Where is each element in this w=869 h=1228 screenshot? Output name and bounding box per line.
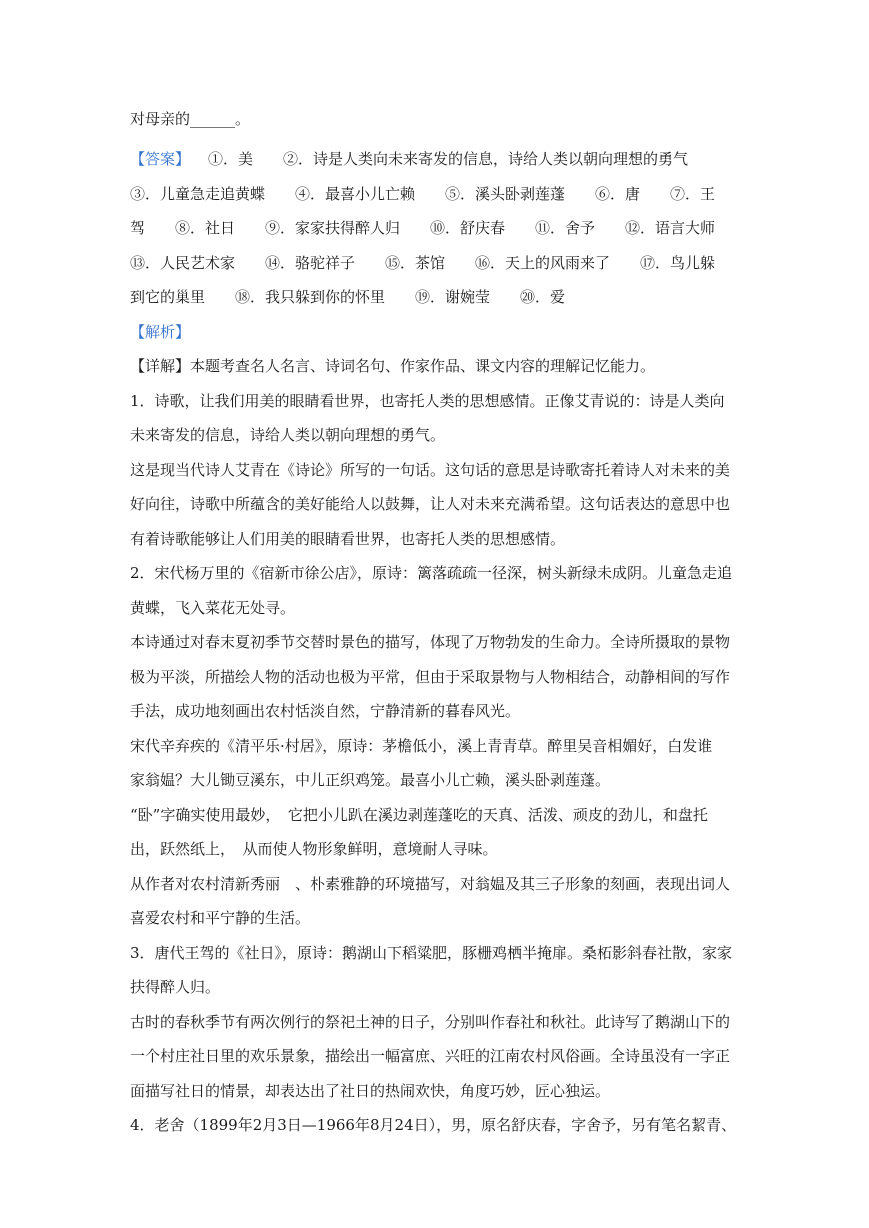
document-page	[130, 108, 742, 1143]
body-row: 面描写社日的情景，却表达出了社日的热闹欢快，角度巧妙，匠心独运。	[130, 1081, 611, 1100]
text-line: 对母亲的______。	[130, 110, 251, 128]
body-row: 4．老舍（1899年2月3日—1966年8月24日），男，原名舒庆春，字舍予，另有笔名絜青、	[130, 1116, 737, 1134]
body-row: 宋代辛弃疾的《清平乐·村居》，原诗：茅檐低小，溪上青青草。醉里吴音相媚好，白发谁	[130, 736, 713, 755]
body-row: 这是现当代诗人艾青在《诗论》所写的一句话。这句话的意思是诗歌寄托着诗人对未来的美	[130, 460, 731, 479]
body-row: 从作者对农村清新秀丽 、朴素雅静的环境描写，对翁媪及其三子形象的刻画，表现出词人	[130, 874, 731, 893]
body-row: 喜爱农村和平宁静的生活。	[130, 909, 311, 927]
body-row: 极为平淡，所描绘人物的活动也极为平常，但由于采取景物与人物相结合，动静相间的写作	[130, 667, 731, 686]
body-row: 家翁媪？大儿锄豆溪东，中儿正织鸡笼。最喜小儿亡赖，溪头卧剥莲蓬。	[130, 771, 611, 789]
body-row: 黄蝶，飞入菜花无处寻。	[130, 598, 296, 617]
body-row: 手法，成功地刻画出农村恬淡自然，宁静清新的暮春风光。	[130, 702, 521, 720]
analysis-block	[130, 315, 742, 1143]
body-row: 未来寄发的信息，诗给人类以朝向理想的勇气。	[130, 426, 446, 444]
answer-section	[130, 142, 742, 315]
body-row: 好向往，诗歌中所蕴含的美好能给人以鼓舞，让人对未来充满希望。这句话表达的意思中也	[130, 495, 731, 513]
body-row: 【详解】本题考查名人名言、诗词名句、作家作品、课文内容的理解记忆能力。	[130, 357, 656, 375]
body-row: 本诗通过对春末夏初季节交替时景色的描写，体现了万物勃发的生命力。全诗所摄取的景物	[130, 633, 731, 651]
answer-row	[130, 142, 742, 177]
answer-row: 到它的巢里 ⑱．我只躲到你的怀里 ⑲．谢婉莹 ⑳．爱	[130, 288, 566, 306]
answer-text: ①．美 ②．诗是人类向未来寄发的信息，诗给人类以朝向理想的勇气	[208, 150, 689, 168]
answer-block	[130, 142, 742, 315]
body-row: 有着诗歌能够让人们用美的眼睛看世界，也寄托人类的思想感情。	[130, 529, 566, 548]
analysis-label: 【解析】	[130, 322, 191, 341]
answer-label: 【答案】	[130, 150, 191, 168]
analysis-section	[130, 315, 742, 1143]
body-row: 一个村庄社日里的欢乐景象，描绘出一幅富庶、兴旺的江南农村风俗画。全诗虽没有一字正	[130, 1047, 731, 1065]
body-row: 1．诗歌，让我们用美的眼睛看世界，也寄托人类的思想感情。正像艾青说的：诗是人类向	[130, 391, 725, 410]
answer-row: ③．儿童急走追黄蝶 ④．最喜小儿亡赖 ⑤．溪头卧剥莲蓬 ⑥．唐 ⑦．王	[130, 184, 716, 203]
body-row: 2．宋代杨万里的《宿新市徐公店》，原诗：篱落疏疏一径深，树头新绿未成阴。儿童急走追	[130, 564, 733, 582]
body-row: “卧”字确实使用最妙， 它把小儿趴在溪边剥莲蓬吃的天真、活泼、顽皮的劲儿，和盘托	[130, 805, 708, 824]
body-row: 扶得醉人归。	[130, 978, 221, 996]
body-row: 3．唐代王驾的《社日》，原诗：鹅湖山下稻粱肥，豚栅鸡栖半掩扉。桑柘影斜春社散，家家	[130, 943, 733, 962]
body-row: 出，跃然纸上， 从而使人物形象鲜明，意境耐人寻味。	[130, 840, 498, 858]
body-row: 古时的春秋季节有两次例行的祭祀土神的日子，分别叫作春社和秋社。此诗写了鹅湖山下的	[130, 1012, 731, 1031]
answer-row: ⑬．人民艺术家 ⑭．骆驼祥子 ⑮．茶馆 ⑯．天上的风雨来了 ⑰．鸟儿躲	[130, 253, 716, 272]
answer-row: 驾 ⑧．社日 ⑨．家家扶得醉人归 ⑩．舒庆春 ⑪．舍予 ⑫．语言大师	[130, 219, 716, 237]
